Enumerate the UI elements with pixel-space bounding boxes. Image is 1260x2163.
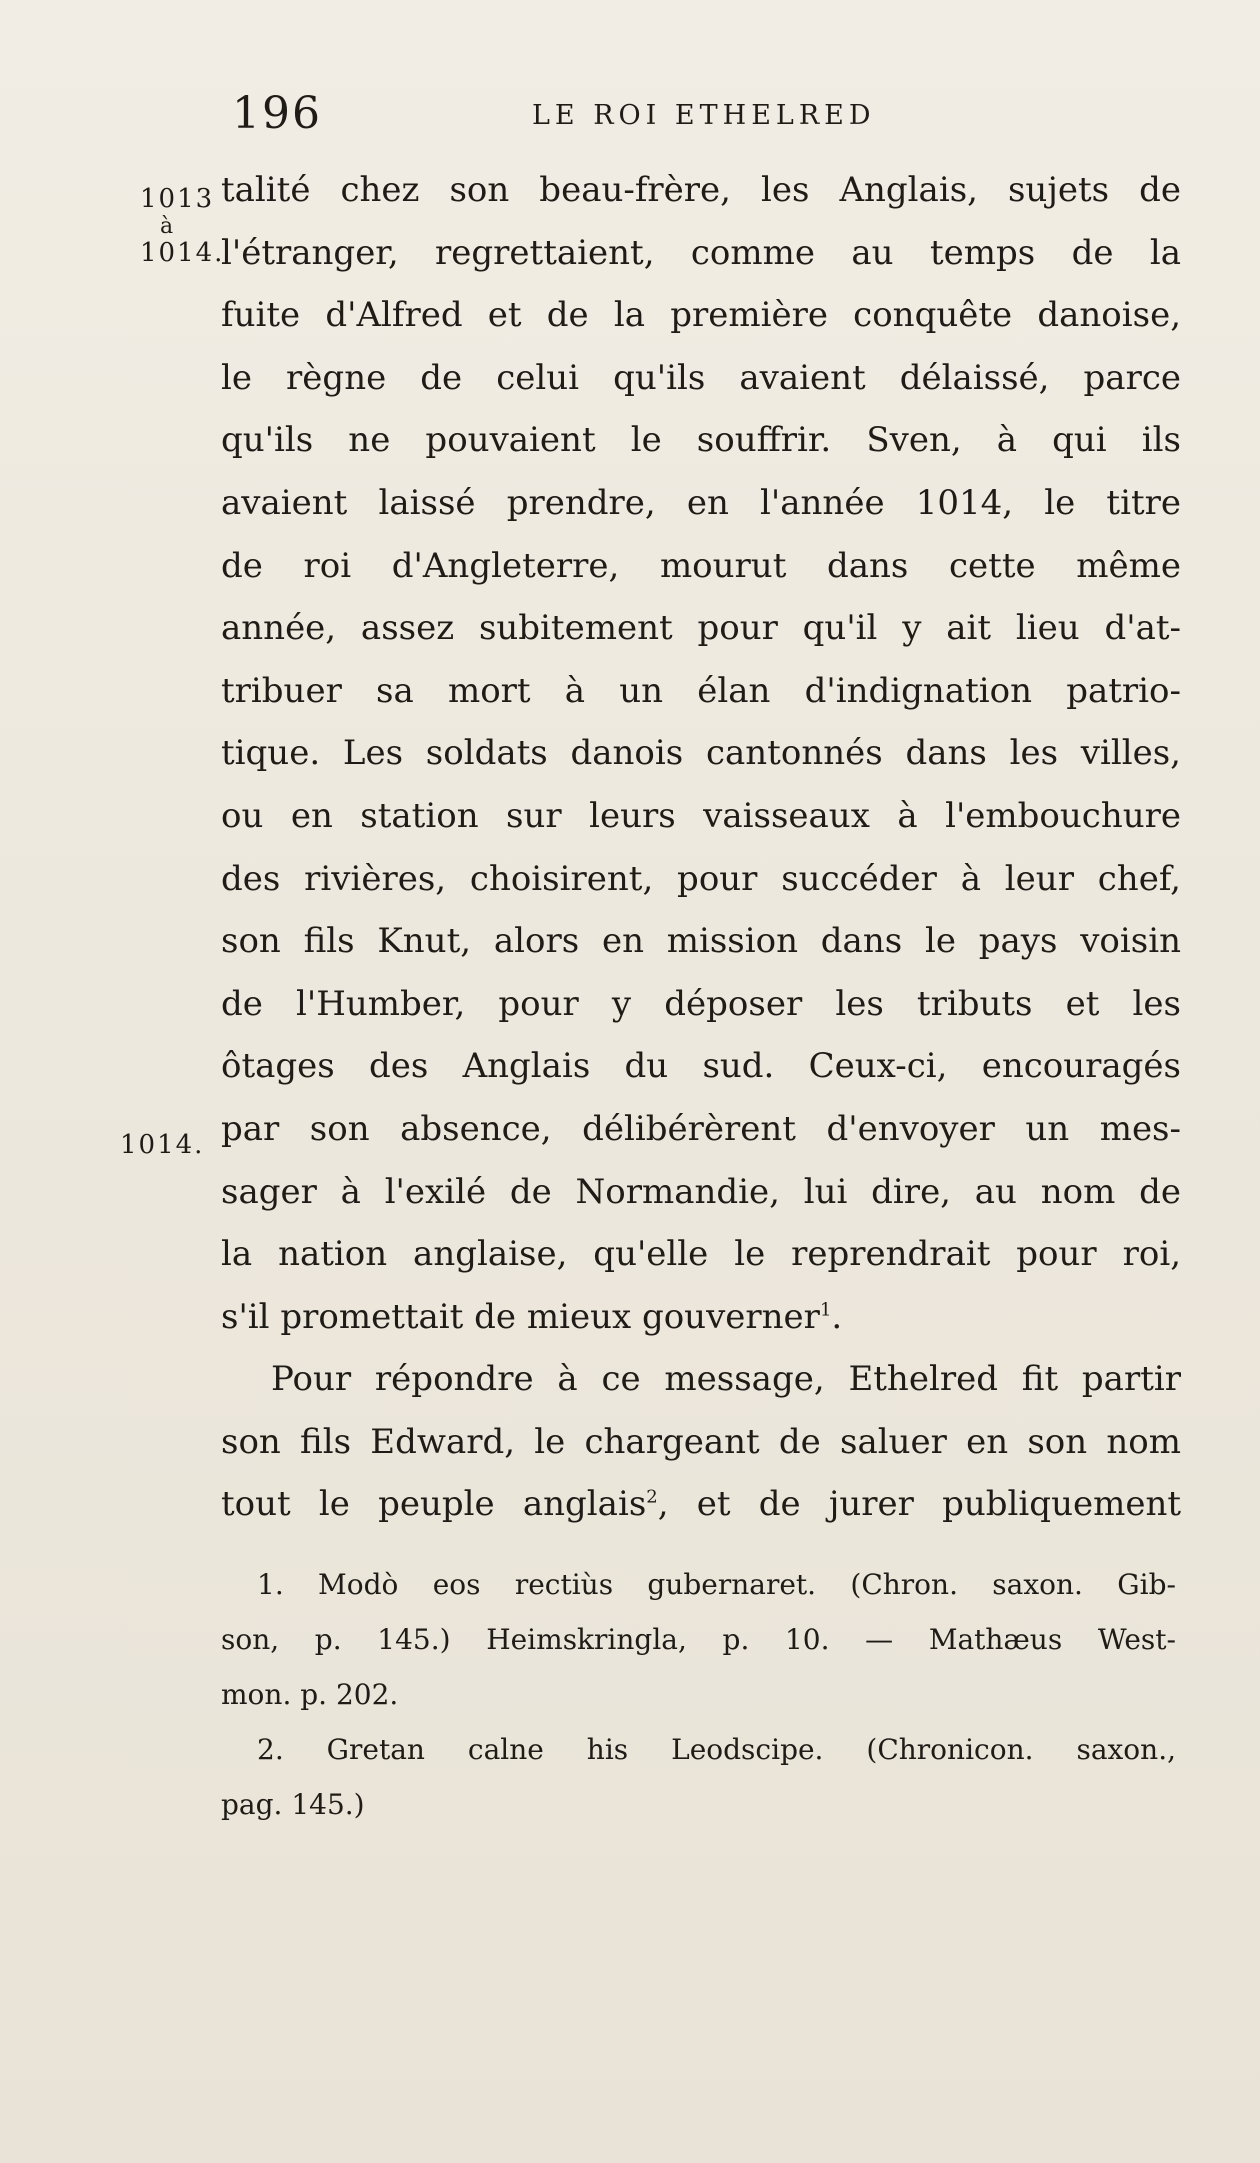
text-line: tribuer sa mort à un élan d'indignation patrio- — [221, 670, 1181, 711]
footnote-ref-1[interactable]: 1 — [819, 1299, 832, 1321]
page-header — [0, 88, 1260, 148]
footnote-1-line: mon. p. 202. — [221, 1678, 399, 1711]
text-line: son fils Edward, le chargeant de saluer en son nom — [221, 1421, 1181, 1462]
footnote-2-line: 2. Gretan calne his Leodscipe. (Chronicon. saxon., — [257, 1733, 1176, 1766]
text-line: talité chez son beau-frère, les Anglais, sujets de — [221, 170, 1181, 210]
text-line: fuite d'Alfred et de la première conquête danoise, — [221, 295, 1181, 336]
margin-date-separator: à — [160, 214, 176, 239]
text-line: qu'ils ne pouvaient le souffrir. Sven, à qui ils — [221, 420, 1181, 461]
line-text: tout le peuple anglais — [221, 1484, 647, 1525]
footnotes — [221, 1568, 1176, 1843]
margin-date-single: 1014. — [120, 1130, 205, 1160]
footnote-2-line: pag. 145.) — [221, 1788, 365, 1821]
running-head: LE ROI ETHELRED — [532, 100, 876, 131]
footnote-1-line: 1. Modò eos rectiùs gubernaret. (Chron. saxon. Gib- — [257, 1568, 1176, 1601]
footnote-ref-2[interactable]: 2 — [646, 1487, 658, 1509]
page-number: 196 — [232, 88, 322, 139]
line-text: , et de jurer publiquement — [657, 1484, 1182, 1525]
text-line: année, assez subitement pour qu'il y ait lieu d'at- — [221, 608, 1181, 649]
text-line: Pour répondre à ce message, Ethelred fit partir — [271, 1359, 1181, 1400]
text-line: tique. Les soldats danois cantonnés dans les villes, — [221, 733, 1181, 774]
text-line: avaient laissé prendre, en l'année 1014, le titre — [221, 482, 1181, 523]
text-line: par son absence, délibérèrent d'envoyer un mes- — [221, 1108, 1181, 1149]
line-text: . — [831, 1296, 843, 1337]
margin-date-end: 1014. — [140, 238, 225, 268]
text-line: des rivières, choisirent, pour succéder à leur chef, — [221, 858, 1181, 899]
text-line: son fils Knut, alors en mission dans le pays voisin — [221, 921, 1181, 962]
text-line: sager à l'exilé de Normandie, lui dire, au nom de — [221, 1171, 1181, 1212]
text-line — [221, 1484, 1181, 1547]
margin-date-start: 1013 — [140, 184, 215, 214]
text-line: ou en station sur leurs vaisseaux à l'embouchure — [221, 795, 1181, 836]
text-line: le règne de celui qu'ils avaient délaissé, parce — [221, 357, 1181, 398]
text-line: ôtages des Anglais du sud. Ceux-ci, encouragés — [221, 1046, 1181, 1087]
text-line — [221, 1297, 1181, 1360]
line-text: s'il promettait de mieux gouverner — [221, 1296, 820, 1337]
text-line: de l'Humber, pour y déposer les tributs et les — [221, 983, 1181, 1024]
footnote-1-line: son, p. 145.) Heimskringla, p. 10. — Mathæus West- — [221, 1623, 1176, 1656]
text-line: l'étranger, regrettaient, comme au temps de la — [221, 232, 1181, 273]
text-line: la nation anglaise, qu'elle le reprendrait pour roi, — [221, 1234, 1181, 1275]
text-line: de roi d'Angleterre, mourut dans cette même — [221, 545, 1181, 586]
body-text — [221, 170, 1181, 1547]
